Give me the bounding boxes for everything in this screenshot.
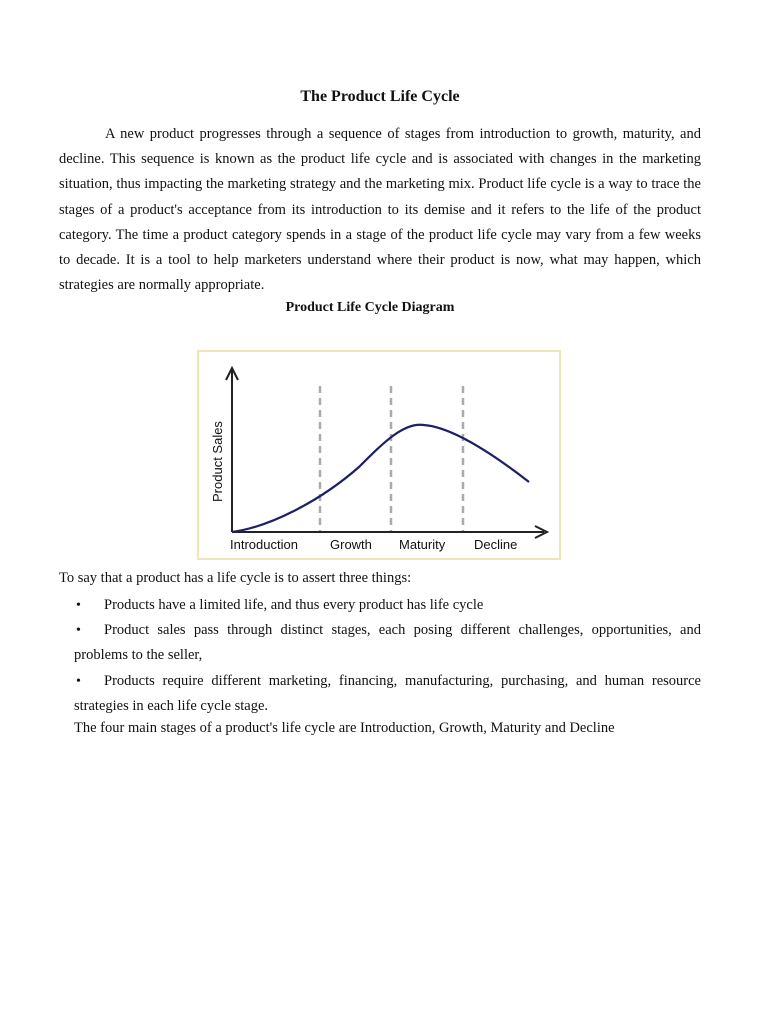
bullet-text: Products require different marketing, financing, manufacturing, purchasing, and human resource strategies in each life cycle stage. <box>74 672 701 714</box>
bullet-item <box>59 669 701 719</box>
lead-in-text: To say that a product has a life cycle is to assert three things: <box>59 570 412 586</box>
bullet-list <box>59 593 701 719</box>
diagram-svg <box>199 352 559 558</box>
bullet-text: Product sales pass through distinct stages, each posing different challenges, opportunities, and problems to the seller, <box>74 622 701 664</box>
stage-label-introduction: Introduction <box>230 537 298 552</box>
stage-label-maturity: Maturity <box>399 537 446 552</box>
bullet-item <box>59 593 701 618</box>
y-axis-label: Product Sales <box>210 421 225 502</box>
bullet-icon: • <box>76 623 81 639</box>
closing-sentence: The four main stages of a product's life cycle are Introduction, Growth, Maturity and Decline <box>74 720 615 736</box>
stage-label-decline: Decline <box>474 537 518 552</box>
bullet-item <box>59 618 701 668</box>
bullet-text: Products have a limited life, and thus every product has life cycle <box>104 597 484 613</box>
stage-label-growth: Growth <box>330 537 372 552</box>
document-title: The Product Life Cycle <box>300 88 460 105</box>
product-life-cycle-diagram <box>197 350 561 560</box>
bullet-icon: • <box>76 673 81 689</box>
diagram-heading: Product Life Cycle Diagram <box>285 300 455 315</box>
intro-paragraph: A new product progresses through a sequence of stages from introduction to growth, maturity, and decline. This sequence is known as the product life cycle and is associated with changes in the marketing situation, thus impacting the marketing strategy and the marketing mix. Product life cycle is a way to trace the stages of a product's acceptance from its introduction to its demise and it refers to the life of the product category. The time a product category spends in a stage of the product life cycle may vary from a few weeks to decade. It is a tool to help marketers understand where their product is now, what may happen, which strategies are normally appropriate. <box>59 126 701 294</box>
bullet-icon: • <box>76 598 81 613</box>
sales-curve <box>232 425 529 532</box>
